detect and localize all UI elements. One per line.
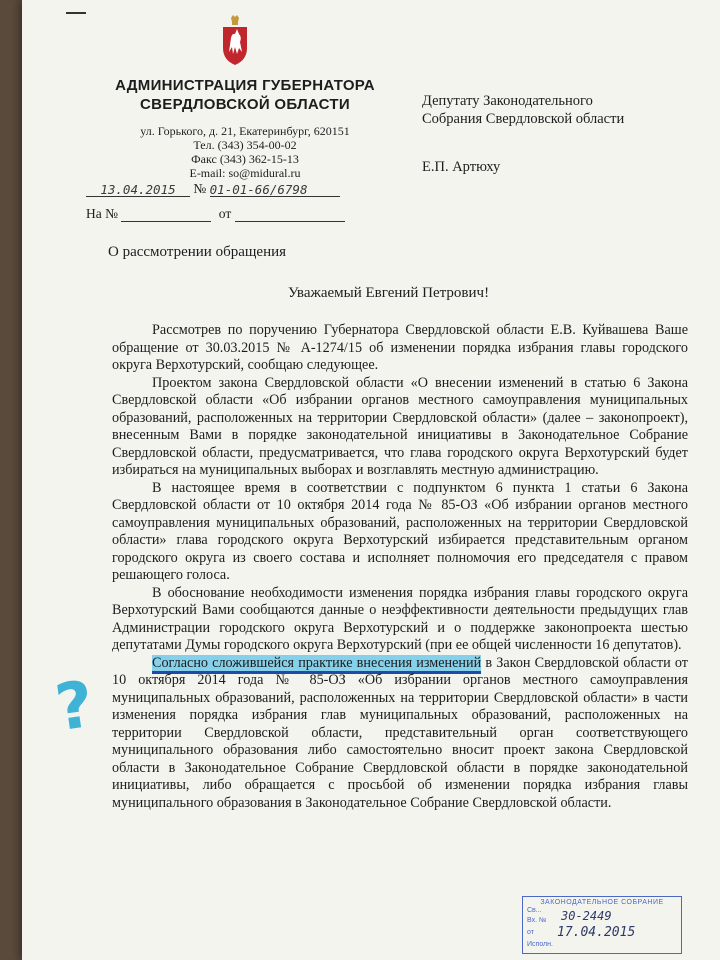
question-mark-annotation: ? [51, 667, 99, 747]
sender-fax: Факс (343) 362-15-13 [191, 152, 299, 166]
paragraph-5-rest: в Закон Свердловской области от 10 октября 2014 года № 85-ОЗ «Об избрании органов местного самоуправления муниципальных образований, расположенных на территории Свердловской области» в части изменения порядка избрания глав муниципальных образований, расположенных на территории Свердловской области, представительный орган соответствующего муниципального образования либо самостоятельно вносит проект закона Свердловской области в Законодательное Собрание Свердловской области в порядке законодательной инициативы, либо обращается с просьбой об изменении порядка избрания главы муниципального образования в Законодательное Собрание Свердловской области. [112, 654, 688, 811]
sender-org-line2: СВЕРДЛОВСКОЙ ОБЛАСТИ [140, 96, 350, 113]
sender-org-line1: АДМИНИСТРАЦИЯ ГУБЕРНАТОРА [115, 77, 375, 94]
addressee-line2: Собрания Свердловской области [422, 111, 625, 127]
letter-salutation: Уважаемый Евгений Петрович! [288, 285, 490, 301]
sender-phone: Тел. (343) 354-00-02 [193, 138, 297, 152]
sender-email: E-mail: so@midural.ru [189, 166, 301, 180]
letter-page [22, 0, 720, 960]
paragraph-2: Проектом закона Свердловской области «О внесении изменений в статью 6 Закона Свердловской области «Об избрании органов местного самоуправления муниципальных образований, расположенных на территории Свердловской области» (далее – законопроект), внесенным Вами в порядке законодательной инициативы в Законодательное Собрание Свердловской области, предусматривается, что глава городского округа Верхотурский будет избираться на муниципальных выборах и возглавлять местную администрацию. [112, 374, 688, 478]
stamp-title: ЗАКОНОДАТЕЛЬНОЕ СОБРАНИЕ [540, 899, 664, 906]
outgoing-ref [86, 181, 340, 197]
outgoing-date: 13.04.2015 [100, 182, 176, 197]
outgoing-number-label: № [193, 181, 207, 196]
letter-subject: О рассмотрении обращения [108, 244, 287, 260]
corner-dash [66, 12, 86, 14]
sender-block [80, 76, 410, 180]
outgoing-number: 01-01-66/6798 [209, 182, 308, 197]
paragraph-3: В настоящее время в соответствии с подпунктом 6 пункта 1 статьи 6 Закона Свердловской области от 10 октября 2014 года № 85-ОЗ «Об избрании органов местного самоуправления муниципальных образований, расположенных на территории Свердловской области» глава городского округа Верхотурский избирается представительным органом городского округа из своего состава и исполняет полномочия его председателя с правом решающего голоса. [112, 479, 688, 583]
addressee-line1: Депутату Законодательного [422, 93, 593, 109]
coat-of-arms-icon [220, 14, 250, 66]
highlighted-phrase: Согласно сложившейся практике внесения изменений [152, 655, 481, 674]
registration-stamp [522, 896, 682, 954]
addressee-block [422, 92, 624, 176]
paragraph-1: Рассмотрев по поручению Губернатора Свердловской области Е.В. Куйвашева Ваше обращение от 30.03.2015 № А-1274/15 об изменении порядка избрания главы городского округа Верхотурский, сообщаю следующее. [112, 322, 688, 373]
reply-from-label: от [218, 206, 232, 221]
stamp-line-a: Св... [527, 907, 542, 914]
addressee-name: Е.П. Артюху [422, 159, 501, 175]
stamp-in-label: Вх. № [527, 917, 547, 924]
sender-address: ул. Горького, д. 21, Екатеринбург, 620151 [140, 124, 350, 138]
paragraph-4: В обоснование необходимости изменения порядка избрания главы городского округа Верхотурский Вами сообщаются данные о неэффективности деятельности предыдущих глав Администрации городского округа Верхотурский и о поддержке законопроекта шестью депутатами Думы городского округа Верхотурский (при ее общей численности 16 депутатов). [112, 584, 688, 653]
stamp-date: 17.04.2015 [557, 925, 636, 940]
reply-ref [86, 206, 345, 222]
stamp-in-number: 30-2449 [561, 909, 612, 923]
stamp-date-label: от [527, 929, 534, 936]
letter-body [112, 322, 688, 812]
paragraph-5 [112, 655, 688, 813]
reply-number-label: На № [86, 206, 118, 221]
stamp-exec-label: Исполн. [527, 941, 553, 948]
